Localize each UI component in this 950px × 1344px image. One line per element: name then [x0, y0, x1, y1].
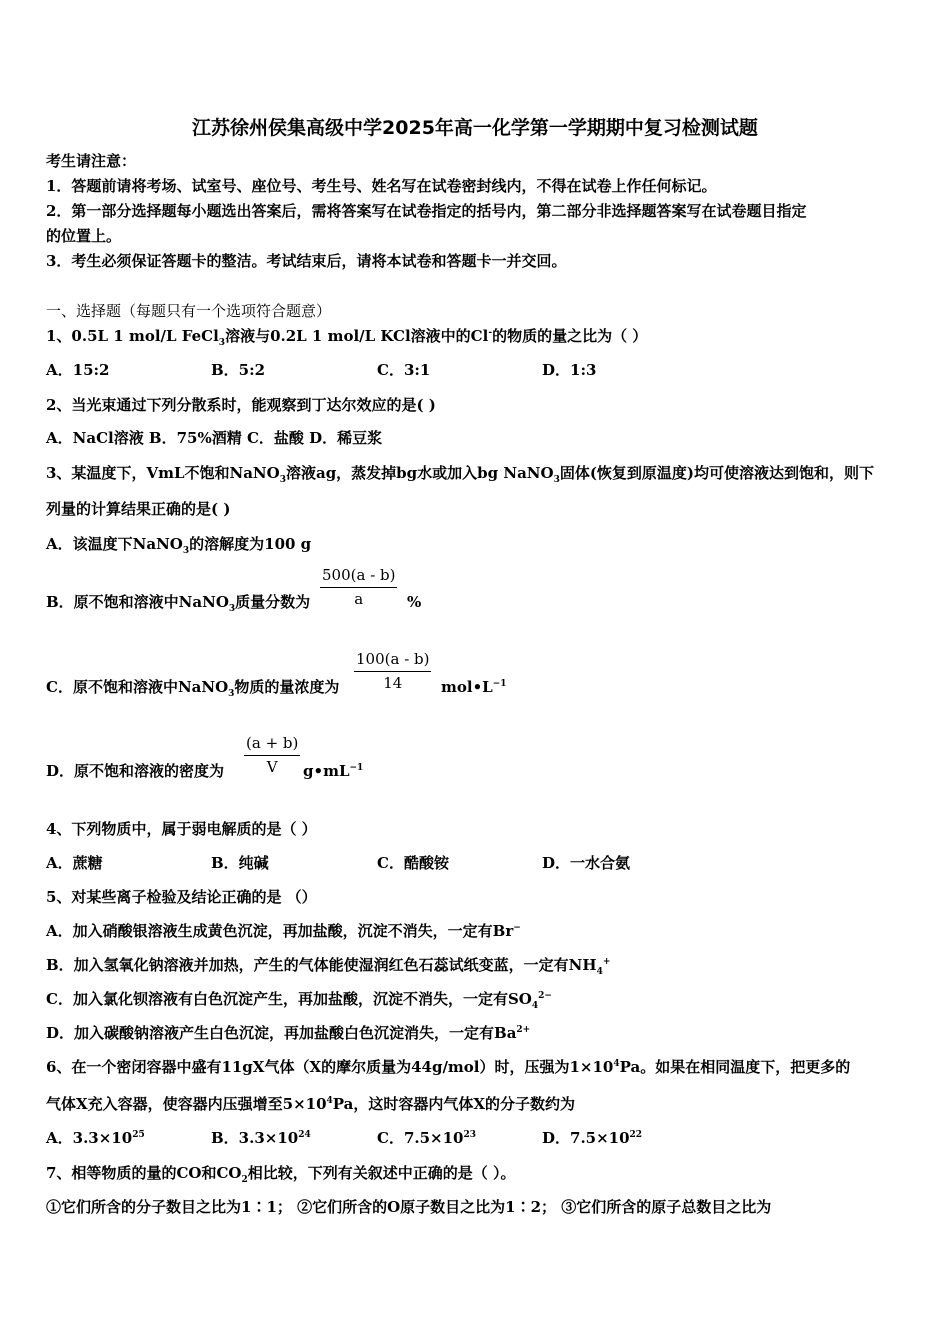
question-3-stem: 3、某温度下，VmL不饱和NaNO$_3$溶液ag，蒸发掉bg水或加入bg NaNO$_3$固体(恢复到原温度)均可使溶液达到饱和，则下 [46, 464, 875, 485]
fraction-denominator: a [354, 590, 364, 608]
question-6-stem: 6、在一个密闭容器中盛有11gX气体（X的摩尔质量为44g/mol）时，压强为$1\times 10^4Pa$。如果在相同温度下，把更多的 [46, 1058, 851, 1076]
question-7-stem: 7、相等物质的量的CO和$CO_2$相比较，下列有关叙述中正确的是（ ）。 [46, 1164, 516, 1185]
fraction-denominator: V [266, 758, 278, 776]
question-4-option-a: A．蔗糖 [46, 854, 103, 872]
question-4-stem: 4、下列物质中，属于弱电解质的是（ ） [46, 820, 317, 838]
question-4-option-d: D．一水合氨 [542, 854, 631, 872]
fraction-denominator: 14 [383, 674, 403, 692]
fraction-b-unit: % [407, 593, 422, 611]
question-2-options: A．NaCl溶液 B．75%酒精 C．盐酸 D．稀豆浆 [46, 429, 383, 447]
question-5-option-c: C．加入氯化钡溶液有白色沉淀产生，再加盐酸，沉淀不消失，一定有$SO_4^{2-}$ [46, 990, 552, 1011]
question-6-option-c: C．$7.5\times 10^{23}$ [377, 1129, 477, 1147]
question-1-option-c: C．3:1 [377, 361, 431, 379]
question-1-stem: 1、0.5L 1 mol/L FeCl$_3$溶液与0.2L 1 mol/L KCl溶液中的Cl-的物质的量之比为（ ） [46, 327, 648, 348]
question-3-stem-line2: 列量的计算结果正确的是( ) [46, 500, 231, 518]
question-4-option-c: C．酷酸铵 [377, 854, 449, 872]
question-6-stem-line2: 气体X充入容器，使容器内压强增至$5\times 10^4Pa$，这时容器内气体X的分子数约为 [46, 1095, 576, 1113]
question-1-option-d: D．1:3 [542, 361, 597, 379]
page-title: 江苏徐州侯集高级中学2025年高一化学第一学期期中复习检测试题 [192, 117, 758, 139]
question-3-option-b: B．原不饱和溶液中NaNO$_3$质量分数为 [46, 593, 311, 614]
fraction-c-unit: $mol•L^{-1}$ [441, 678, 507, 696]
section-heading: 一、选择题（每题只有一个选项符合题意） [46, 302, 332, 320]
question-6-option-b: B．$3.3\times 10^{24}$ [211, 1129, 311, 1147]
question-7-statements: ①它们所含的分子数目之比为1∶1； ②它们所含的O原子数目之比为1∶2； ③它们所含的原子总数目之比为 [46, 1198, 772, 1216]
notice-item: 的位置上。 [46, 227, 122, 245]
question-3-option-a: A．该温度下NaNO$_3$的溶解度为100 g [46, 535, 312, 556]
question-3-option-d: D．原不饱和溶液的密度为 [46, 762, 225, 780]
fraction-d-unit: $g•mL^{-1}$ [303, 762, 364, 780]
fraction-numerator: 500(a - b) [320, 566, 397, 588]
question-5-stem: 5、对某些离子检验及结论正确的是 （） [46, 888, 317, 906]
fraction-numerator: 100(a - b) [354, 650, 431, 672]
question-5-option-b: B．加入氢氧化钠溶液并加热，产生的气体能使湿润红色石蕊试纸变蓝，一定有$NH_4^+$ [46, 956, 611, 977]
notice-item: 2．第一部分选择题每小题选出答案后，需将答案写在试卷指定的括号内，第二部分非选择题答案写在试卷题目指定 [46, 202, 807, 220]
fraction-b [320, 566, 397, 608]
question-3-option-c: C．原不饱和溶液中NaNO$_3$物质的量浓度为 [46, 678, 340, 699]
fraction-d [244, 734, 300, 776]
question-6-option-a: A．$3.3\times 10^{25}$ [46, 1129, 145, 1147]
question-1-option-b: B．5:2 [211, 361, 266, 379]
question-5-option-d: D．加入碳酸钠溶液产生白色沉淀，再加盐酸白色沉淀消失，一定有$Ba^{2+}$ [46, 1024, 531, 1042]
fraction-numerator: (a + b) [244, 734, 300, 756]
notice-item: 1．答题前请将考场、试室号、座位号、考生号、姓名写在试卷密封线内，不得在试卷上作任何标记。 [46, 177, 717, 195]
fraction-c [354, 650, 431, 692]
notice-heading: 考生请注意： [46, 152, 137, 170]
question-2-stem: 2、当光束通过下列分散系时，能观察到丁达尔效应的是( ) [46, 396, 436, 414]
notice-item: 3．考生必须保证答题卡的整洁。考试结束后，请将本试卷和答题卡一并交回。 [46, 252, 567, 270]
question-5-option-a: A．加入硝酸银溶液生成黄色沉淀，再加盐酸，沉淀不消失，一定有Br− [46, 922, 521, 940]
question-6-option-d: D．$7.5\times 10^{22}$ [542, 1129, 643, 1147]
question-4-option-b: B．纯碱 [211, 854, 269, 872]
question-1-option-a: A．15:2 [46, 361, 110, 379]
